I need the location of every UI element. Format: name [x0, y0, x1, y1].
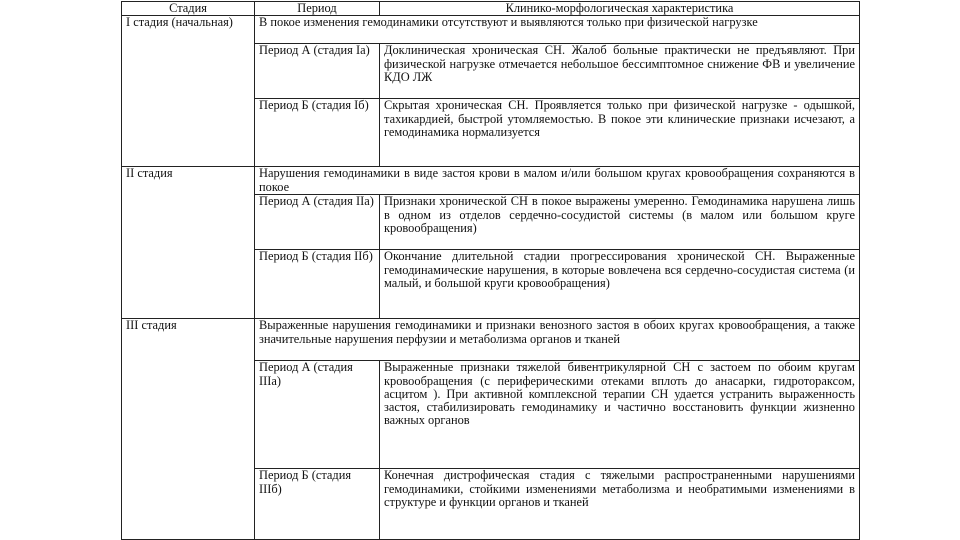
stage3-summary-row	[122, 319, 860, 361]
stage3-name: III стадия	[122, 319, 255, 361]
stage3-period-a-text: Выраженные признаки тяжелой бивентрикулярной СН с застоем по обоим кругам кровообращения (с периферическими отеками вплоть до анасарки, гидротораксом, асцитом ). При активной комплексной терапии СН удается устранить выраженность застоя, стабилизировать гемодинамику и частично восстановить функции жизненно важных органов	[380, 361, 860, 469]
stage2-summary-row	[122, 167, 860, 195]
stage3-period-b-text: Конечная дистрофическая стадия с тяжелыми распространенными нарушениями гемодинамики, стойкими изменениями метаболизма и необратимыми изменениями в структуре и функции органов и тканей	[380, 469, 860, 540]
stage1-period-b-row	[122, 99, 860, 167]
stage3-period-b-label: Период Б (стадия IIIб)	[255, 469, 380, 540]
stage1-period-a-text: Доклиническая хроническая СН. Жалоб больные практически не предъявляют. При физической нагрузке отмечается небольшое бессимптомное снижение ФВ и увеличение КДО ЛЖ	[380, 44, 860, 99]
stage1-name-continuation	[122, 44, 255, 99]
stage2-period-b-row	[122, 250, 860, 319]
stage1-summary-row	[122, 16, 860, 44]
stage2-name-continuation	[122, 250, 255, 319]
stage1-name-continuation	[122, 99, 255, 167]
stage1-period-a-row	[122, 44, 860, 99]
stage2-name: II стадия	[122, 167, 255, 195]
header-period: Период	[255, 2, 380, 16]
header-characteristic: Клинико-морфологическая характеристика	[380, 2, 860, 16]
stage1-period-a-label: Период А (стадия Iа)	[255, 44, 380, 99]
stage2-period-a-row	[122, 195, 860, 250]
stage1-summary: В покое изменения гемодинамики отсутствуют и выявляются только при физической нагрузке	[255, 16, 860, 44]
table-header-row	[122, 2, 860, 16]
stage3-period-a-row	[122, 361, 860, 469]
stage2-name-continuation	[122, 195, 255, 250]
heart-failure-classification-sheet	[121, 1, 859, 538]
stage2-period-a-label: Период А (стадия IIа)	[255, 195, 380, 250]
stage3-name-continuation	[122, 361, 255, 469]
stage2-period-a-text: Признаки хронической СН в покое выражены умеренно. Гемодинамика нарушена лишь в одном из отделов сердечно-сосудистой системы (в малом или большом круге кровообращения)	[380, 195, 860, 250]
stage3-period-a-label: Период А (стадия IIIа)	[255, 361, 380, 469]
heart-failure-stage-table	[121, 1, 860, 540]
stage1-name: I стадия (начальная)	[122, 16, 255, 44]
stage3-name-continuation	[122, 469, 255, 540]
stage3-summary: Выраженные нарушения гемодинамики и признаки венозного застоя в обоих кругах кровообращения, а также значительные нарушения перфузии и метаболизма органов и тканей	[255, 319, 860, 361]
stage1-period-b-text: Скрытая хроническая СН. Проявляется только при физической нагрузке - одышкой, тахикардией, быстрой утомляемостью. В покое эти клинические признаки исчезают, а гемодинамика нормализуется	[380, 99, 860, 167]
stage1-period-b-label: Период Б (стадия Iб)	[255, 99, 380, 167]
stage3-period-b-row	[122, 469, 860, 540]
stage2-period-b-label: Период Б (стадия IIб)	[255, 250, 380, 319]
stage2-summary: Нарушения гемодинамики в виде застоя крови в малом и/или большом кругах кровообращения сохраняются в покое	[255, 167, 860, 195]
stage2-period-b-text: Окончание длительной стадии прогрессирования хронической СН. Выраженные гемодинамические нарушения, в которые вовлечена вся сердечно-сосудистая система (и малый, и большой круги кровообращения)	[380, 250, 860, 319]
header-stage: Стадия	[122, 2, 255, 16]
